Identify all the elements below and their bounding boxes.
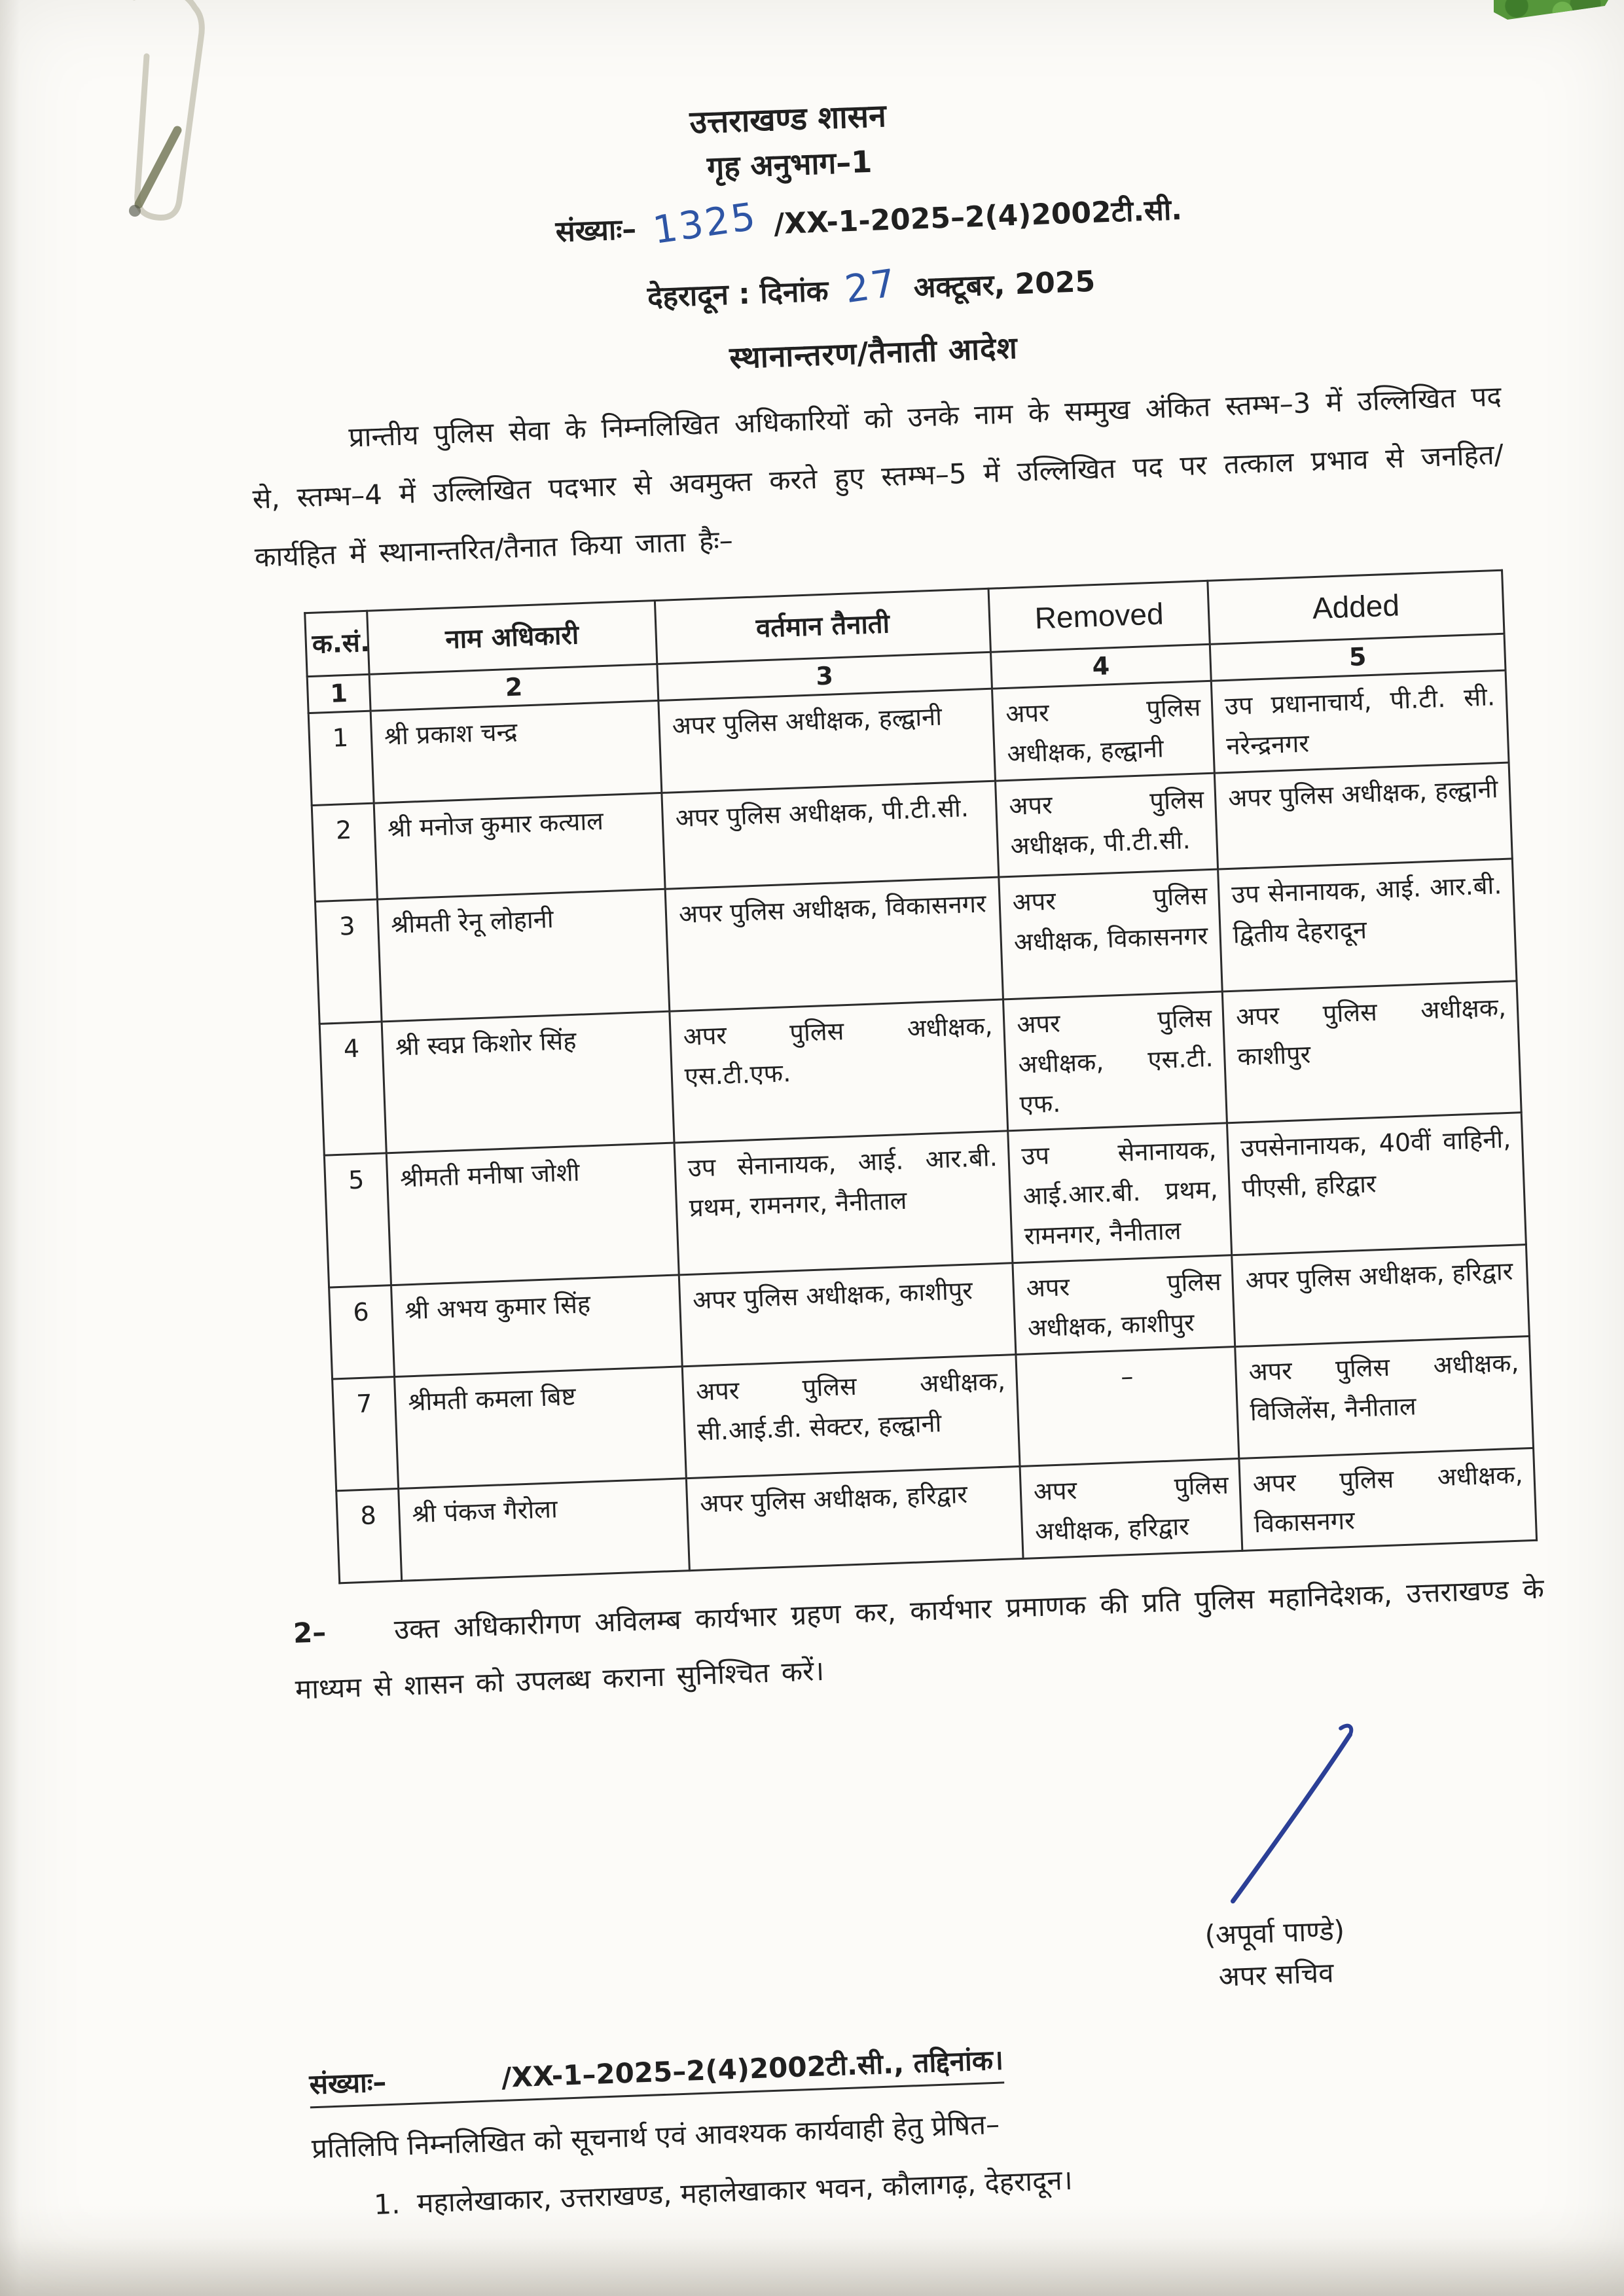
government-title: उत्तराखण्ड शासन [689, 97, 887, 141]
order-title: स्थानान्तरण/तैनाती आदेश [729, 330, 1019, 376]
cell-current: अपर पुलिस अधीक्षक, पी.टी.सी. [662, 781, 999, 889]
cell-current: अपर पुलिस अधीक्षक, एस.टी.एफ. [670, 999, 1008, 1143]
cell-name: श्री स्वप्न किशोर सिंह [382, 1011, 674, 1153]
cell-name: श्री प्रकाश चन्द्र [370, 701, 662, 803]
signature-block [1083, 1704, 1460, 2001]
place-date-label: देहरादून : दिनांक [647, 274, 829, 314]
footer-number-label: संख्याः– [308, 2065, 388, 2100]
col-header-added: Added [1208, 570, 1504, 644]
cell-name: श्रीमती रेनू लोहानी [377, 889, 669, 1022]
copy-item-index: 1. [373, 2187, 401, 2221]
letter-number-label: संख्याः– [554, 213, 637, 249]
cell-current: अपर पुलिस अधीक्षक, विकासनगर [665, 877, 1003, 1011]
cell-current: अपर पुलिस अधीक्षक, हरिद्वार [686, 1467, 1023, 1571]
col-header-removed: Removed [988, 581, 1210, 653]
cell-added: अपर पुलिस अधीक्षक, विजिलेंस, नैनीताल [1235, 1336, 1534, 1459]
cell-name: श्रीमती मनीषा जोशी [386, 1143, 679, 1285]
cell-serial: 4 [319, 1022, 386, 1156]
cell-serial: 1 [308, 711, 374, 806]
scan-bottom-shade [0, 2237, 1624, 2296]
cell-name: श्री मनोज कुमार कत्याल [374, 793, 665, 899]
signatory-name: (अपूर्वा पाण्डे) [1204, 1914, 1345, 1951]
copy-heading: प्रतिलिपि निम्नलिखित को सूचनार्थ एवं आवश्यक कार्यवाही हेतु प्रेषित– [311, 2108, 1000, 2164]
col-header-current-posting: वर्तमान तैनाती [655, 588, 990, 664]
blank-number-space [387, 2087, 502, 2090]
cell-current: उप सेनानायक, आई. आर.बी. प्रथम, रामनगर, नैनीताल [674, 1131, 1013, 1275]
signatory-designation: अपर सचिव [1218, 1956, 1335, 1993]
paragraph-number: 2– [293, 1616, 327, 1650]
col-header-serial: क.सं. [305, 611, 369, 676]
col-number: 5 [1210, 634, 1506, 681]
cell-added: अपर पुलिस अधीक्षक, काशीपुर [1222, 981, 1521, 1123]
department-section: गृह अनुभाग–1 [706, 143, 873, 185]
cell-added: उप सेनानायक, आई. आर.बी. द्वितीय देहरादून [1218, 859, 1517, 992]
cell-serial: 7 [333, 1377, 399, 1491]
handwritten-date-day: 27 [842, 260, 900, 312]
cell-serial: 6 [329, 1285, 395, 1379]
cell-current: अपर पुलिस अधीक्षक, हल्द्वानी [659, 689, 996, 793]
cell-removed: उप सेनानायक, आई.आर.बी. प्रथम, रामनगर, नैनीताल [1008, 1123, 1232, 1263]
instruction-paragraph [292, 1561, 1547, 1718]
col-number: 2 [369, 664, 659, 711]
cell-removed: अपर पुलिस अधीक्षक, काशीपुर [1013, 1255, 1235, 1354]
cell-added: उपसेनानायक, 40वीं वाहिनी, पीएसी, हरिद्वार [1227, 1113, 1526, 1255]
cell-name: श्रीमती कमला बिष्ट [395, 1367, 687, 1489]
cell-removed: अपर पुलिस अधीक्षक, पी.टी.सी. [996, 773, 1218, 877]
signature-stroke [1214, 1707, 1379, 1909]
cell-name: श्री पंकज गैरोला [399, 1479, 690, 1581]
letter-number-rest: /XX-1-2025–2(4)2002टी.सी. [773, 193, 1183, 242]
cell-serial: 8 [336, 1489, 402, 1583]
col-number: 4 [990, 644, 1211, 689]
cell-removed: अपर पुलिस अधीक्षक, हरिद्वार [1020, 1459, 1242, 1559]
cell-added: अपर पुलिस अधीक्षक, विकासनगर [1239, 1448, 1537, 1551]
cell-added: उप प्रधानाचार्य, पी.टी. सी. नरेन्द्रनगर [1211, 670, 1509, 773]
transfer-table [304, 569, 1538, 1585]
cell-added: अपर पुलिस अधीक्षक, हल्द्वानी [1214, 762, 1512, 869]
col-header-name: नाम अधिकारी [367, 601, 657, 674]
cell-added: अपर पुलिस अधीक्षक, हरिद्वार [1232, 1244, 1530, 1347]
cell-serial: 2 [312, 803, 377, 901]
date-rest: अक्टूबर, 2025 [912, 264, 1096, 305]
col-number: 1 [307, 674, 370, 713]
cell-current: अपर पुलिस अधीक्षक, सी.आई.डी. सेक्टर, हल्द्वानी [682, 1355, 1020, 1479]
copy-item-text: महालेखाकार, उत्तराखण्ड, महालेखाकार भवन, कौलागढ़, देहरादून। [416, 2164, 1074, 2220]
cell-removed: अपर पुलिस अधीक्षक, विकासनगर [999, 869, 1222, 999]
footer-number-rest: /XX-1–2025–2(4)2002टी.सी., तद्दिनांक। [501, 2043, 1004, 2094]
cell-name: श्री अभय कुमार सिंह [391, 1275, 683, 1377]
handwritten-ref-number: 1325 [650, 194, 760, 253]
scan-edge-shade [0, 0, 20, 2296]
cell-current: अपर पुलिस अधीक्षक, काशीपुर [679, 1263, 1016, 1367]
instruction-text: उक्त अधिकारीगण अविलम्ब कार्यभार ग्रहण कर, कार्यभार प्रमाणक की प्रति पुलिस महानिदेशक, उत्तराखण्ड के माध्यम से शासन को उपलब्ध कराना सुनिश्चित करें। [295, 1572, 1545, 1706]
col-number: 3 [657, 652, 992, 701]
cell-removed: – [1016, 1347, 1239, 1467]
cell-removed: अपर पुलिस अधीक्षक, एस.टी. एफ. [1003, 992, 1227, 1131]
cell-removed: अपर पुलिस अधीक्षक, हल्द्वानी [992, 681, 1215, 781]
cell-serial: 5 [324, 1153, 391, 1287]
cell-serial: 3 [315, 899, 382, 1024]
intro-paragraph: प्रान्तीय पुलिस सेवा के निम्नलिखित अधिकारियों को उनके नाम के सम्मुख अंकित स्तम्भ–3 में उल्लिखित पद से, स्तम्भ–4 में उल्लिखित पदभार से अवमुक्त करते हुए स्तम्भ–5 में उल्लिखित पद पर तत्काल प्रभाव से जनहित/कार्यहित में स्थानान्तरित/तैनात किया जाता हैः– [252, 380, 1504, 574]
